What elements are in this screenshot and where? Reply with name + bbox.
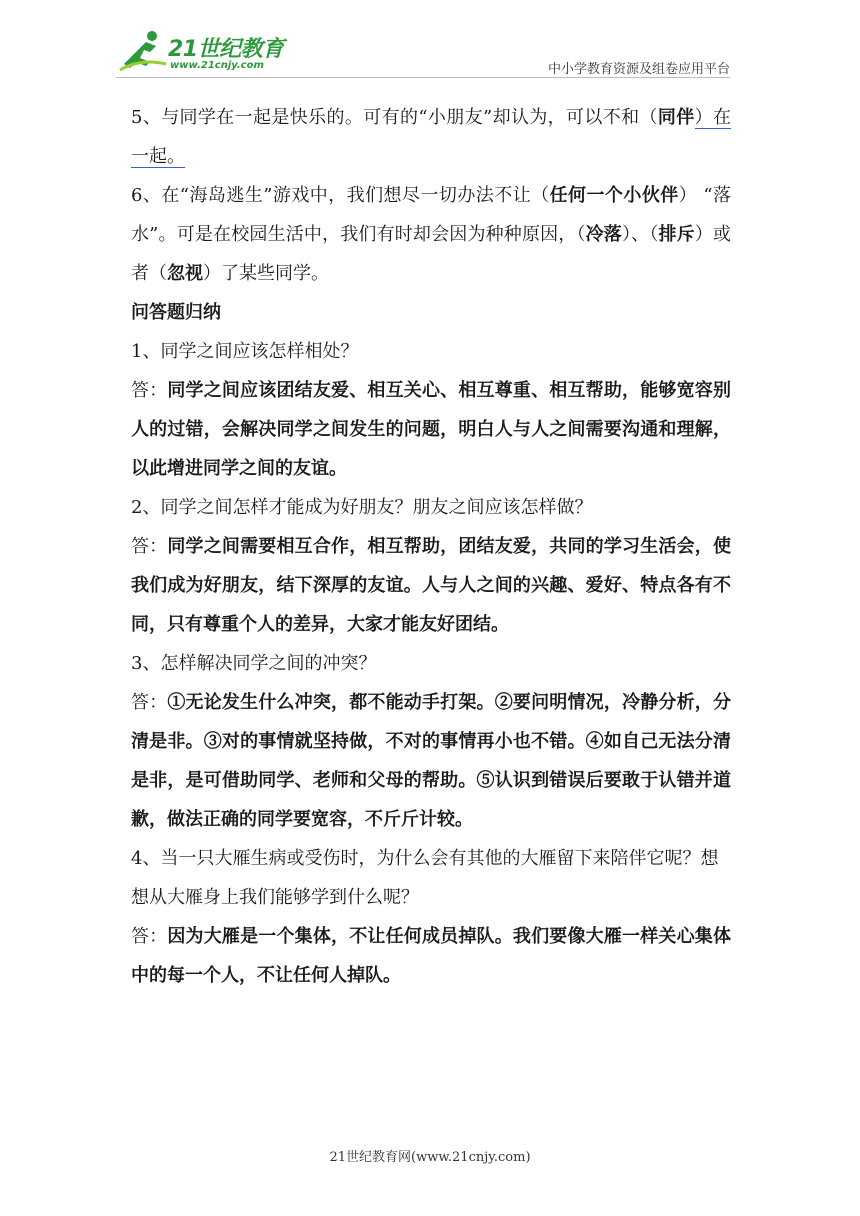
platform-name: 中小学教育资源及组卷应用平台	[547, 62, 730, 77]
qa-answer-4	[131, 917, 731, 995]
q6-text-post: ）了某些同学。	[203, 263, 329, 284]
qa-question-1: 1、同学之间应该怎样相处？	[131, 341, 359, 362]
q6-text-mid: ） “落水”。可是在校园生活中，我们有时却会因为种种原因，（	[131, 185, 731, 245]
q6-sep-2: ）或者（	[131, 224, 732, 284]
q5-text-post: ）在一起。	[131, 107, 732, 167]
answer-text: 同学之间应该团结友爱、相互关心、相互尊重、相互帮助，能够宽容别人的过错，会解决同学之间发生的问题，明白人与人之间需要沟通和理解，以此增进同学之间的友谊。	[131, 380, 731, 479]
q6-text-pre: 6、在“海岛逃生”游戏中，我们想尽一切办法不让（	[131, 185, 550, 206]
qa-question-2: 2、同学之间怎样才能成为好朋友？朋友之间应该怎样做？	[131, 497, 593, 518]
qa-answer-1	[131, 371, 731, 488]
logo-text: 21世纪教育	[168, 37, 284, 62]
qa-question-4: 4、当一只大雁生病或受伤时，为什么会有其他的大雁留下来陪伴它呢？想	[131, 848, 719, 869]
answer-lead: 答：	[131, 536, 168, 557]
q6-answer-1: 任何一个小伙伴	[549, 185, 679, 206]
q6-sep-1: ）、（	[621, 224, 659, 245]
qa-question-4-cont: 想从大雁身上我们能够学到什么呢？	[131, 887, 419, 908]
header-divider	[116, 77, 730, 78]
page-footer: 21世纪教育网(www.21cnjy.com)	[329, 1150, 531, 1165]
document-body	[131, 98, 731, 995]
answer-lead: 答：	[131, 926, 168, 947]
fill-question-6	[131, 176, 731, 293]
qa-question-3: 3、怎样解决同学之间的冲突？	[131, 653, 377, 674]
site-logo	[116, 28, 286, 76]
runner-logo-icon	[116, 28, 168, 74]
q6-answer-3: 排斥	[658, 224, 695, 245]
answer-text: ①无论发生什么冲突，都不能动手打架。②要问明情况，冷静分析，分清是非。③对的事情就坚持做，不对的事情再小也不错。④如自己无法分清是非，是可借助同学、老师和父母的帮助。⑤认识到错误后要敢于认错并道歉，做法正确的同学要宽容，不斤斤计较。	[131, 692, 731, 830]
answer-lead: 答：	[131, 692, 168, 713]
logo-url: www.21cnjy.com	[170, 60, 264, 71]
answer-text: 同学之间需要相互合作，相互帮助，团结友爱，共同的学习生活会，使我们成为好朋友，结下深厚的友谊。人与人之间的兴趣、爱好、特点各有不同，只有尊重个人的差异，大家才能友好团结。	[131, 536, 731, 635]
q6-answer-2: 冷落	[585, 224, 622, 245]
answer-lead: 答：	[131, 380, 168, 401]
q5-answer: 同伴	[657, 107, 695, 128]
qa-answer-2	[131, 527, 731, 644]
page-header	[116, 28, 730, 78]
qa-answer-3	[131, 683, 731, 839]
q6-answer-4: 忽视	[167, 263, 203, 284]
fill-question-5	[131, 98, 731, 176]
section-title: 问答题归纳	[131, 302, 221, 323]
q5-text-pre: 5、与同学在一起是快乐的。可有的“小朋友”却认为，可以不和（	[131, 107, 658, 128]
answer-text: 因为大雁是一个集体，不让任何成员掉队。我们要像大雁一样关心集体中的每一个人，不让任何人掉队。	[131, 926, 731, 986]
